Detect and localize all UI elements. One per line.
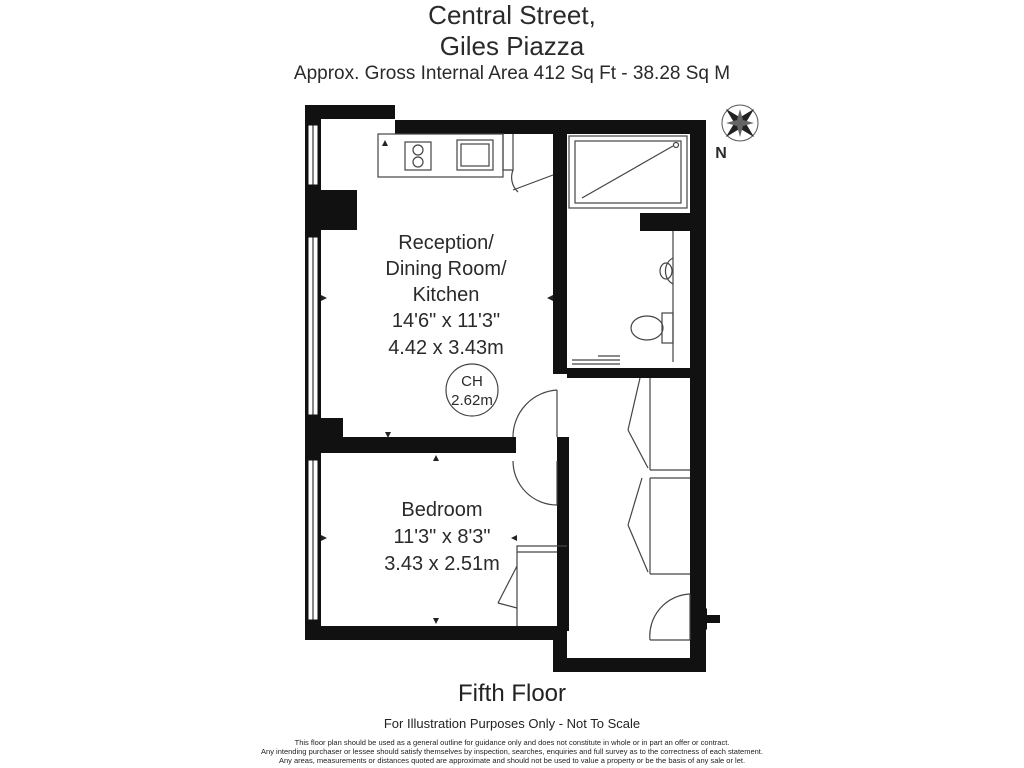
room-name-line: Kitchen [412, 284, 480, 306]
hob-ring-icon [413, 157, 423, 167]
floor-name: Fifth Floor [457, 680, 567, 707]
room-dimensions-metric: 3.43 x 2.51m [384, 553, 500, 575]
room-name: Bedroom [401, 499, 483, 521]
illustration-notice: For Illustration Purposes Only - Not To Scale [383, 716, 641, 731]
ceiling-height-badge [446, 364, 498, 416]
kitchen-cupboard-door [512, 170, 553, 192]
hob-icon [405, 142, 431, 170]
bathroom-fixtures [569, 136, 687, 364]
reception-label [385, 232, 507, 359]
bedroom-label [384, 499, 500, 575]
disclaimer-line: Any areas, measurements or distances quoted are approximate and should not be used to value a property or be the basis of any sale or let. [278, 756, 746, 765]
compass-north-label: N [715, 145, 727, 162]
room-name-line: Reception/ [398, 232, 494, 254]
hob-ring-icon [413, 145, 423, 155]
room-dimensions-imperial: 14'6" x 11'3" [391, 310, 501, 332]
ceiling-height-value: 2.62m [451, 392, 493, 409]
gross-internal-area: Approx. Gross Internal Area 412 Sq Ft - 38.28 Sq M [293, 63, 731, 84]
compass-rose-icon [722, 105, 758, 141]
room-name-line: Dining Room/ [385, 258, 507, 280]
hall-cupboards [628, 378, 690, 574]
title-line-2: Giles Piazza [439, 31, 585, 61]
doors [498, 390, 690, 640]
ceiling-height-label: CH [461, 373, 483, 390]
kitchen-counter [378, 134, 513, 177]
title-line-1: Central Street, [428, 0, 596, 30]
disclaimer-line: Any intending purchaser or lessee should satisfy themselves by inspection, searches, enquiries and full survey as to the correctness of each statement. [261, 747, 763, 756]
room-dimensions-imperial: 11'3" x 8'3" [393, 526, 491, 548]
disclaimer-line: This floor plan should be used as a general outline for guidance only and does not constitute in whole or in part an offer or contract. [294, 738, 730, 747]
room-dimensions-metric: 4.42 x 3.43m [388, 337, 504, 359]
toilet-icon [662, 313, 673, 343]
walls [305, 105, 706, 672]
